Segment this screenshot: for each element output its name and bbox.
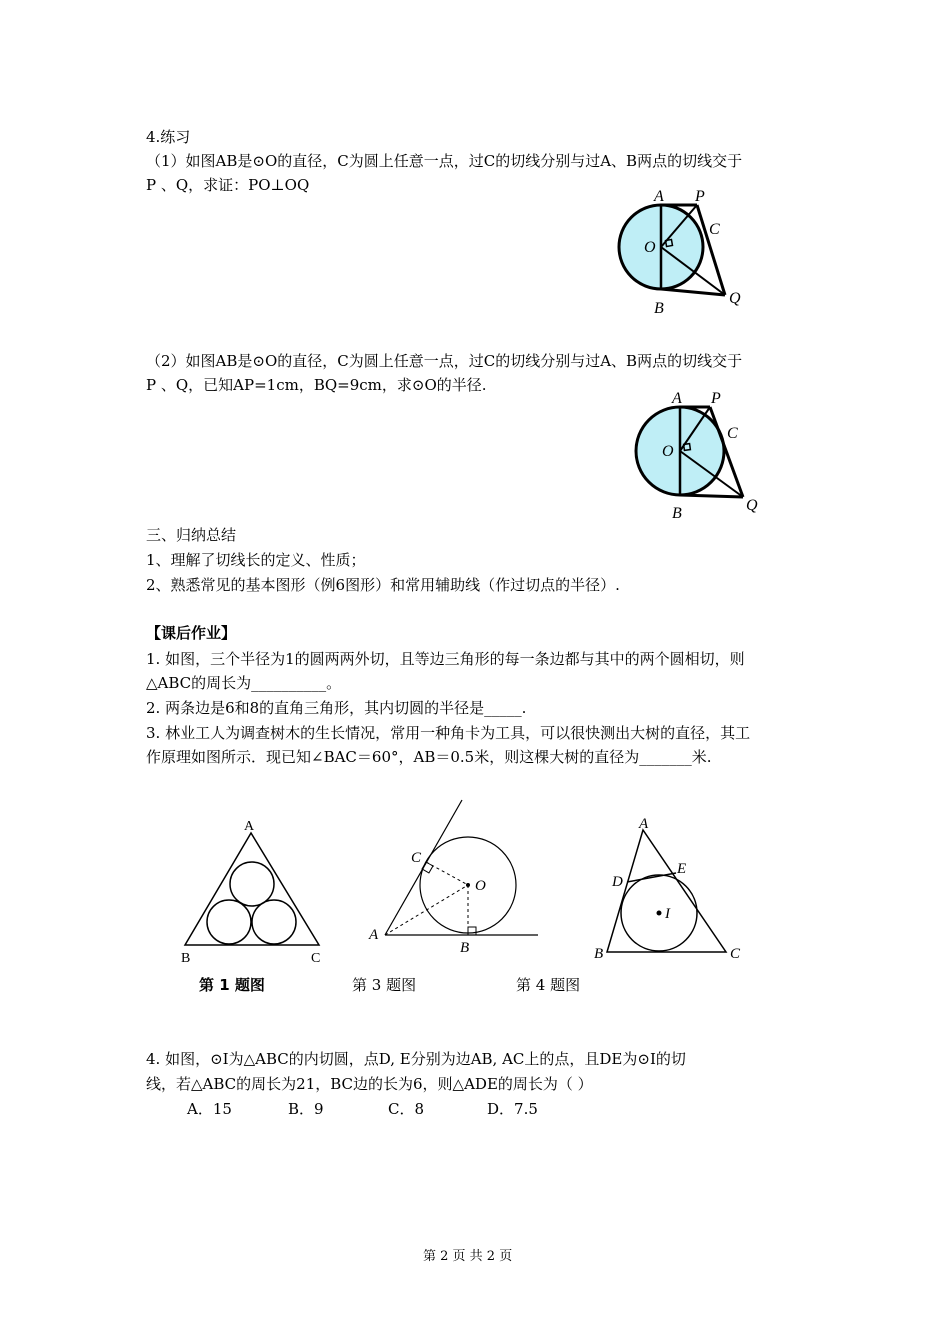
fig3-right-angle-b [468,927,476,935]
fig4-label-d: D [612,874,623,890]
q2-figure [620,385,780,525]
q1-label-b: B [654,300,664,317]
caption-fig1: 第 1 题图 [199,976,265,994]
q2-label-q: Q [746,497,758,514]
fig4-triangle [607,830,726,952]
fig1-circle-right [252,900,296,944]
q1-figure [600,180,770,320]
summary-item-1: 1、理解了切线长的定义、性质； [146,551,366,569]
q4-option-d: D．7.5 [487,1100,538,1118]
q4-option-a: A．15 [187,1100,232,1118]
homework-fig1 [175,815,335,970]
caption-fig4: 第 4 题图 [516,976,581,994]
q2-line2: P 、Q，已知AP=1cm，BQ=9cm，求⊙O的半径. [146,376,487,394]
homework-fig3 [365,795,545,955]
q1-label-o: O [644,239,656,256]
fig3-label-b: B [460,940,470,956]
fig1-circle-left [207,900,251,944]
fig1-label-a: A [244,819,255,834]
fig4-label-e: E [677,861,687,877]
homework-q1-line1: 1. 如图，三个半径为1的圆两两外切，且等边三角形的每一条边都与其中的两个圆相切，则 [146,650,745,668]
fig4-label-a: A [639,816,649,832]
fig1-label-c: C [311,951,321,966]
fig3-ao [385,885,468,935]
q2-label-c: C [727,425,738,442]
q4-line2: 线，若△ABC的周长为21，BC边的长为6，则△ADE的周长为（ ） [146,1075,593,1093]
fig4-tangent-de [627,873,676,882]
q2-label-a: A [672,390,682,407]
fig4-label-b: B [594,946,604,962]
q2-line1: （2）如图AB是⊙O的直径，C为圆上任意一点，过C的切线分别与过A、B两点的切线交于 [146,352,743,370]
fig3-label-c: C [411,850,422,866]
fig3-center-dot [466,883,470,887]
fig4-label-c: C [730,946,741,962]
homework-title: 【课后作业】 [146,624,237,642]
q1-tangent-b [661,289,725,295]
q1-label-a: A [654,188,664,205]
homework-q3-line1: 3. 林业工人为调查树木的生长情况，常用一种角卡为工具，可以很快测出大树的直径，其工 [146,724,751,742]
fig3-label-a: A [369,927,379,943]
fig1-label-b: B [181,951,191,966]
fig3-label-o: O [475,878,486,894]
homework-fig4 [585,805,755,965]
homework-q1-line2: △ABC的周长为__________。 [146,674,342,692]
q1-label-q: Q [729,290,741,307]
q4-option-c: C．8 [388,1100,425,1118]
fig1-triangle [185,833,319,945]
q4-line1: 4. 如图，⊙I为△ABC的内切圆，点D, E分别为边AB, AC上的点，且DE为⊙I的切 [146,1050,686,1068]
q2-label-b: B [672,505,682,522]
q2-label-o: O [662,443,674,460]
q1-label-p: P [695,188,705,205]
summary-title: 三、归纳总结 [146,526,237,544]
fig4-label-i: I [665,906,670,922]
practice-heading: 4.练习 [146,128,191,146]
caption-fig3: 第 3 题图 [352,976,417,994]
q2-tangent-b [680,495,743,497]
q1-label-c: C [709,221,720,238]
q1-line1: （1）如图AB是⊙O的直径，C为圆上任意一点，过C的切线分别与过A、B两点的切线交于 [146,152,743,170]
q1-line2: P 、Q，求证：PO⊥OQ [146,176,310,194]
q4-option-b: B．9 [288,1100,324,1118]
homework-q2: 2. 两条边是6和8的直角三角形，其内切圆的半径是_____. [146,699,527,717]
fig1-circle-top [230,862,274,906]
fig4-center-dot [657,911,662,916]
summary-item-2: 2、熟悉常见的基本图形（例6图形）和常用辅助线（作过切点的半径）. [146,576,620,594]
homework-q3-line2: 作原理如图所示．现已知∠BAC＝60°，AB＝0.5米，则这棵大树的直径为_______米. [146,748,712,766]
page-footer: 第 2 页 共 2 页 [423,1249,513,1264]
q2-label-p: P [711,390,721,407]
